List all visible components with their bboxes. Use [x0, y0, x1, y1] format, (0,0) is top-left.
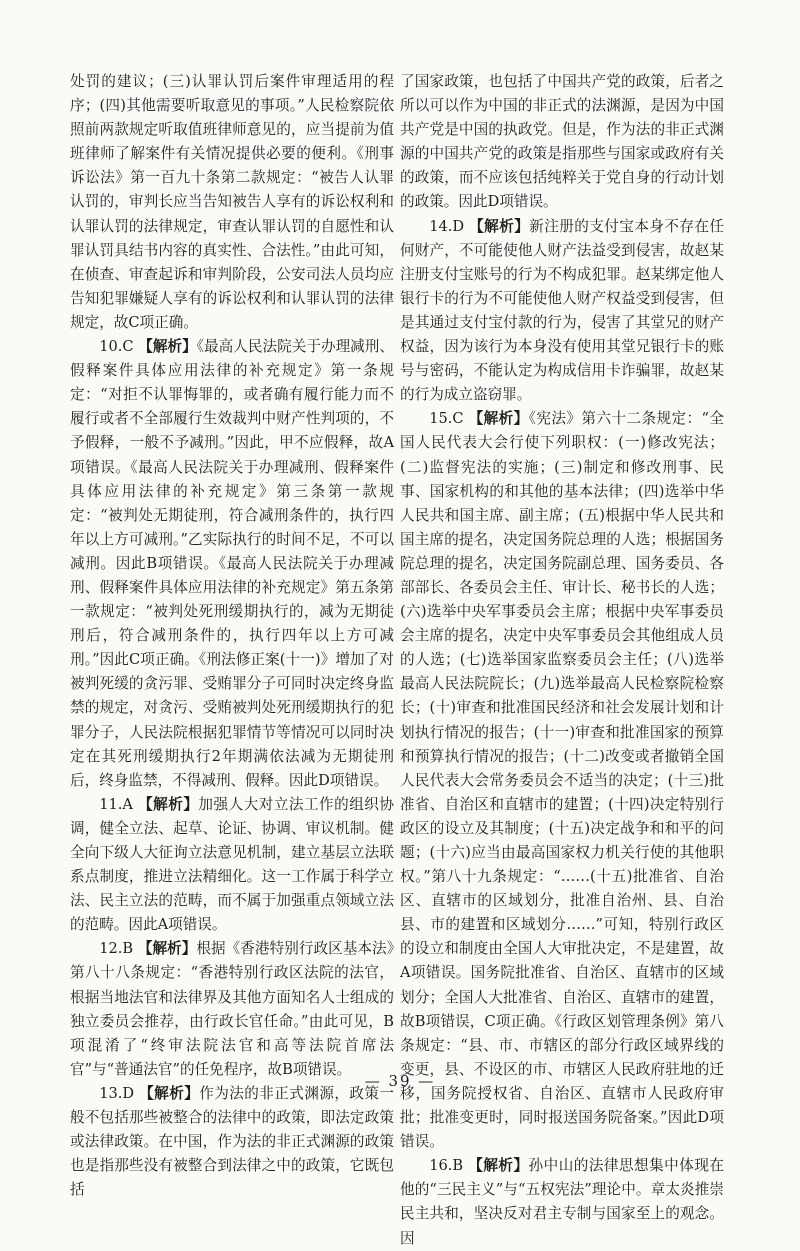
answer-11 — [70, 793, 394, 938]
answer-number: 13.D — [99, 1084, 135, 1102]
answer-13 — [70, 1082, 394, 1202]
answer-15 — [400, 407, 724, 1154]
analysis-tag: 【解析】 — [137, 940, 197, 958]
answer-text: 加强人大对立法工作的组织协调，健全立法、起草、论证、协调、审议机制。健全向下级人大征询立法意见机制，建立基层立法联系点制度，推进立法精细化。这一工作属于科学立法、民主立法的范畴，而不属于加强重点领域立法的范畴。因此A项错误。 — [70, 795, 394, 934]
answer-number: 16.B — [429, 1157, 464, 1175]
answer-text: 孙中山的法律思想集中体现在他的“三民主义”与“五权宪法”理论中。章太炎推崇民主共和，坚决反对君主专制与国家至上的观念。因 — [400, 1157, 724, 1247]
answer-12 — [70, 937, 394, 1082]
answer-text: 作为法的非正式渊源，政策一般不包括那些被整合的法律中的政策，即法定政策或法律政策。在中国，作为法的非正式渊源的政策也是指那些没有被整合到法律之中的政策，它既包括 — [70, 1084, 394, 1199]
analysis-tag: 【解析】 — [138, 338, 197, 356]
answer-number: 11.A — [99, 795, 133, 813]
answer-number: 10.C — [99, 338, 134, 356]
answer-text: 根据《香港特别行政区基本法》第八十八条规定：“香港特别行政区法院的法官，根据当地法官和法律界及其他方面知名人士组成的独立委员会推荐，由行政长官任命。”由此可见，B项混淆了“终审法院法官和高等法院首席法官”与“普通法官”的任免程序，故B项错误。 — [70, 940, 394, 1078]
answer-10 — [70, 335, 394, 793]
analysis-tag: 【解析】 — [468, 410, 529, 428]
answer-14 — [400, 215, 724, 408]
analysis-tag: 【解析】 — [469, 217, 530, 235]
continued-paragraph: 了国家政策，也包括了中国共产党的政策，后者之所以可以作为中国的非正式的法渊源，是因为中国共产党是中国的执政党。但是，作为法的非正式渊源的中国共产党的政策是指那些与国家或政府有关的政策，而不应该包括纯粹关于党自身的行动计划的政策。因此D项错误。 — [400, 73, 724, 211]
left-column — [70, 70, 394, 1202]
answer-text: 《最高人民法院关于办理减刑、假释案件具体应用法律的补充规定》第一条规定：“对拒不认罪悔罪的，或者确有履行能力而不履行或者不全部履行生效裁判中财产性判项的，不予假释，一般不予减刑。”因此，甲不应假释，故A项错误。《最高人民法院关于办理减刑、假释案件具体应用法律的补充规定》第三条第一款规定：“被判处无期徒刑，符合减刑条件的，执行四年以上方可减刑。”乙实际执行的时间不足，不可以减刑。因此B项错误。《最高人民法院关于办理减刑、假释案件具体应用法律的补充规定》第五条第一款规定：“被判处死刑缓期执行的，减为无期徒刑后，符合减刑条件的，执行四年以上方可减刑。”因此C项正确。《刑法修正案(十一)》增加了对被判死缓的贪污罪、受贿罪分子可同时决定终身监禁的规定，对贪污、受贿被判处死刑缓期执行的犯罪分子，人民法院根据犯罪情节等情况可以同时决定在其死刑缓期执行2年期满依法减为无期徒刑后，终身监禁，不得减刑、假释。因此D项错误。 — [70, 338, 395, 789]
answer-16 — [400, 1154, 724, 1250]
answer-number: 14.D — [429, 217, 465, 235]
analysis-tag: 【解析】 — [139, 1084, 200, 1102]
answer-number: 15.C — [429, 410, 464, 428]
continued-paragraph: 处罚的建议；(三)认罪认罚后案件审理适用的程序；(四)其他需要听取意见的事项。”人民检察院依照前两款规定听取值班律师意见的，应当提前为值班律师了解案件有关情况提供必要的便利。《刑事诉讼法》第一百九十条第二款规定：“被告人认罪认罚的，审判长应当告知被告人享有的诉讼权利和认罪认罚的法律规定，审查认罪认罚的自愿性和认罪认罚具结书内容的真实性、合法性。”由此可知，在侦查、审查起诉和审判阶段，公安司法人员均应告知犯罪嫌疑人享有的诉讼权利和认罪认罚的法律规定，故C项正确。 — [70, 73, 394, 331]
page-number: — 39 — — [364, 1072, 436, 1090]
analysis-tag: 【解析】 — [138, 795, 199, 813]
analysis-tag: 【解析】 — [468, 1157, 529, 1175]
answer-number: 12.B — [99, 940, 134, 958]
answer-text: 新注册的支付宝本身不存在任何财产，不可能使他人财产法益受到侵害，故赵某注册支付宝账号的行为不构成犯罪。赵某绑定他人银行卡的行为不可能使他人财产权益受到侵害，但是其通过支付宝付款的行为，侵害了其堂兄的财产权益，因为该行为本身没有使用其堂兄银行卡的账号与密码，不能认定为构成信用卡诈骗罪，故赵某的行为成立盗窃罪。 — [400, 217, 724, 404]
answer-text: 《宪法》第六十二条规定：“全国人民代表大会行使下列职权：(一)修改宪法；(二)监督宪法的实施；(三)制定和修改刑事、民事、国家机构的和其他的基本法律；(四)选举中华人民共和国主席、副主席；(五)根据中华人民共和国主席的提名，决定国务院总理的人选；根据国务院总理的提名，决定国务院副总理、国务委员、各部部长、各委员会主任、审计长、秘书长的人选；(六)选举中央军事委员会主席；根据中央军事委员会主席的提名，决定中央军事委员会其他组成人员的人选；(七)选举国家监察委员会主任；(八)选举最高人民法院院长；(九)选举最高人民检察院检察长；(十)审查和批准国民经济和社会发展计划和计划执行情况的报告；(十一)审查和批准国家的预算和预算执行情况的报告；(十二)改变或者撤销全国人民代表大会常务委员会不适当的决定；(十三)批准省、自治区和直辖市的建置；(十四)决定特别行政区的设立及其制度；(十五)决定战争和和平的问题；(十六)应当由最高国家权力机关行使的其他职权。”第八十九条规定：“……(十五)批准省、自治区、直辖市的区域划分，批准自治州、县、自治县、市的建置和区域划分……”可知，特别行政区的设立和制度由全国人大审批决定，不是建置，故A项错误。国务院批准省、自治区、直辖市的区域划分；全国人大批准省、自治区、直辖市的建置，故B项错误，C项正确。《行政区划管理条例》第八条规定：“县、市、市辖区的部分行政区域界线的变更，县、不设区的市、市辖区人民政府驻地的迁移，国务院授权省、自治区、直辖市人民政府审批；批准变更时，同时报送国务院备案。”因此D项错误。 — [400, 410, 724, 1151]
